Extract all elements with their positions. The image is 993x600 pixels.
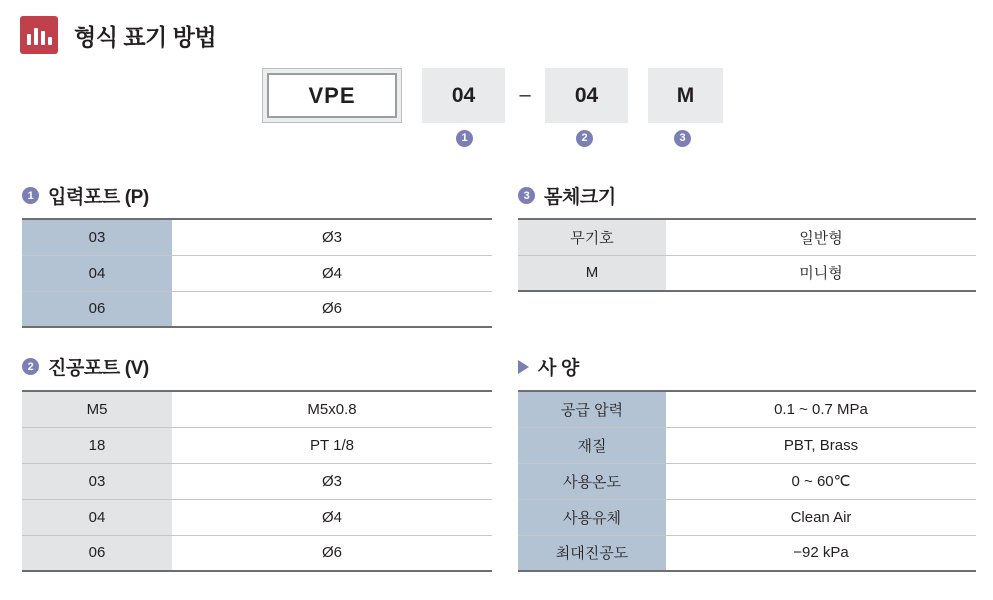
- table-row: [518, 427, 976, 463]
- cell-code: 06: [22, 291, 172, 327]
- table-row: [518, 499, 976, 535]
- table-specification: [518, 390, 976, 572]
- model-code-main-value: VPE: [267, 73, 397, 118]
- table-row: [22, 391, 492, 427]
- model-code-part2: 04: [545, 68, 628, 123]
- table-input-port: [22, 218, 492, 328]
- section-title-vacuum-port: [22, 353, 149, 380]
- cell-value: Ø3: [172, 463, 492, 499]
- table-row: [22, 499, 492, 535]
- section-number-icon: 3: [518, 187, 535, 204]
- cell-value: −92 kPa: [666, 535, 976, 571]
- cell-value: M5x0.8: [172, 391, 492, 427]
- table-row: [22, 255, 492, 291]
- table-vacuum-port: [22, 390, 492, 572]
- cell-code: M: [518, 255, 666, 291]
- model-code-dash: –: [519, 84, 531, 106]
- section-title-body-size: [518, 182, 616, 209]
- table-row: [518, 463, 976, 499]
- cell-value: 0.1 ~ 0.7 MPa: [666, 391, 976, 427]
- marker-2: 2: [576, 130, 593, 147]
- page-header: [20, 16, 216, 54]
- cell-value: Ø6: [172, 535, 492, 571]
- cell-value: Ø6: [172, 291, 492, 327]
- page-title: 형식 표기 방법: [74, 23, 217, 50]
- cell-code: 무기호: [518, 219, 666, 255]
- cell-key: 재질: [518, 427, 666, 463]
- table-row: [22, 463, 492, 499]
- model-code-part1: 04: [422, 68, 505, 123]
- cell-key: 사용온도: [518, 463, 666, 499]
- marker-3: 3: [674, 130, 691, 147]
- section-title-label: 진공포트 (V): [48, 358, 149, 379]
- model-code-builder: [262, 68, 723, 123]
- cell-value: PBT, Brass: [666, 427, 976, 463]
- cell-value: 0 ~ 60℃: [666, 463, 976, 499]
- cell-value: 일반형: [666, 219, 976, 255]
- table-row: [22, 291, 492, 327]
- table-body-size: [518, 218, 976, 292]
- cell-code: M5: [22, 391, 172, 427]
- section-number-icon: 1: [22, 187, 39, 204]
- section-title-label: 몸체크기: [544, 187, 616, 208]
- table-row: [518, 391, 976, 427]
- table-row: [22, 535, 492, 571]
- cell-code: 03: [22, 463, 172, 499]
- cell-code: 03: [22, 219, 172, 255]
- cell-key: 공급 압력: [518, 391, 666, 427]
- cell-key: 최대진공도: [518, 535, 666, 571]
- cell-code: 06: [22, 535, 172, 571]
- model-code-part3: M: [648, 68, 723, 123]
- cell-value: Clean Air: [666, 499, 976, 535]
- table-row: [22, 427, 492, 463]
- cell-value: Ø3: [172, 219, 492, 255]
- table-row: [518, 535, 976, 571]
- bar-chart-icon: [20, 16, 58, 54]
- table-row: [22, 219, 492, 255]
- table-row: [518, 219, 976, 255]
- model-code-main: [262, 68, 402, 123]
- section-title-specification: [518, 353, 579, 380]
- section-title-label: 입력포트 (P): [48, 187, 149, 208]
- table-row: [518, 255, 976, 291]
- cell-code: 04: [22, 255, 172, 291]
- marker-1: 1: [456, 130, 473, 147]
- cell-value: 미니형: [666, 255, 976, 291]
- triangle-bullet-icon: [518, 360, 529, 374]
- section-title-input-port: [22, 182, 149, 209]
- cell-code: 18: [22, 427, 172, 463]
- cell-value: Ø4: [172, 255, 492, 291]
- cell-code: 04: [22, 499, 172, 535]
- cell-key: 사용유체: [518, 499, 666, 535]
- cell-value: PT 1/8: [172, 427, 492, 463]
- cell-value: Ø4: [172, 499, 492, 535]
- section-title-label: 사 양: [538, 358, 579, 379]
- section-number-icon: 2: [22, 358, 39, 375]
